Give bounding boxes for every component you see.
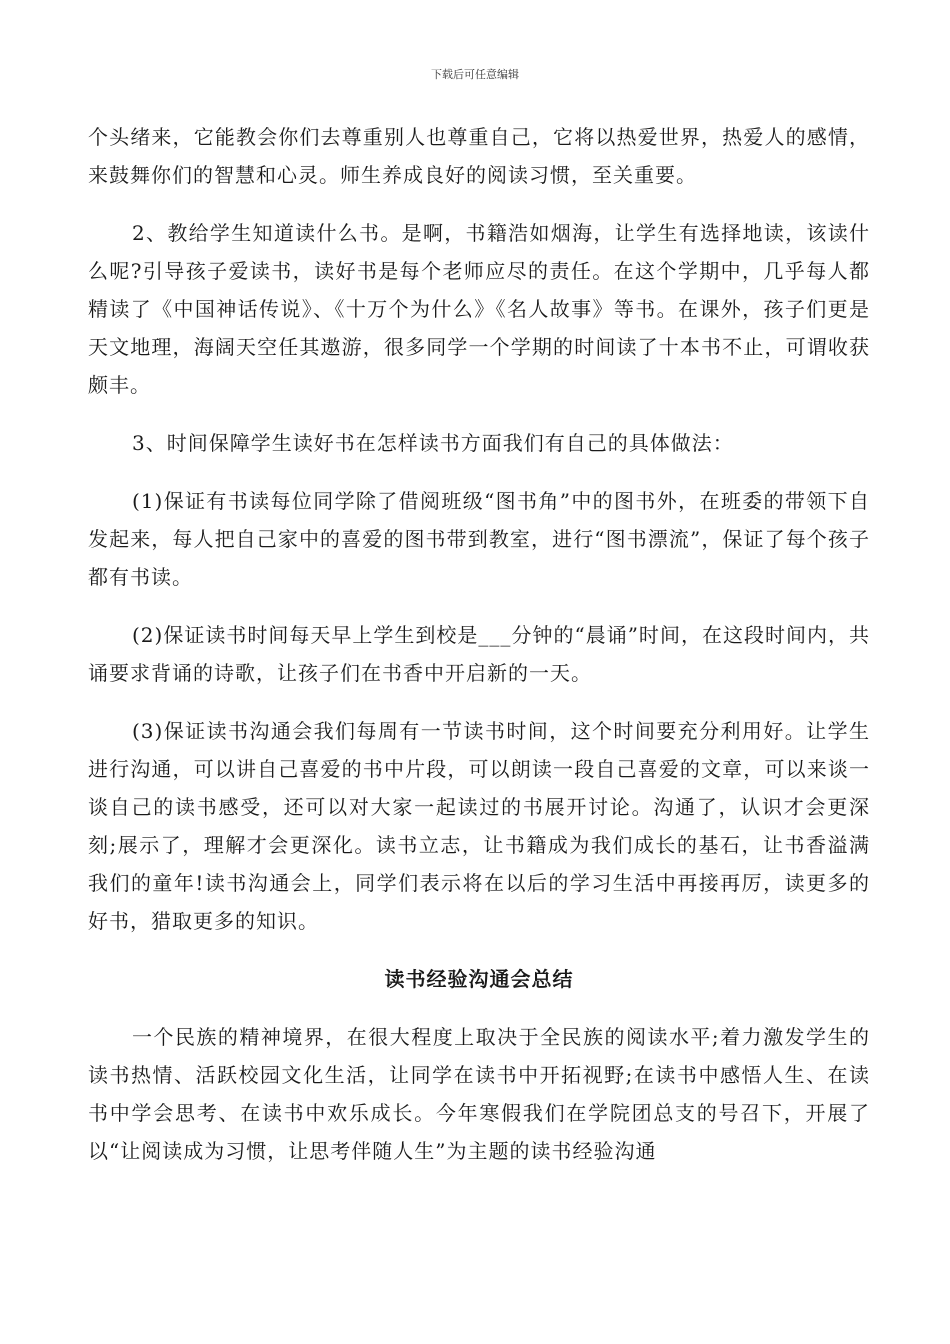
- paragraph-subitem-1: (1)保证有书读每位同学除了借阅班级“图书角”中的图书外，在班委的带领下自发起来，每人把自己家中的喜爱的图书带到教室，进行“图书漂流”，保证了每个孩子都有书读。: [88, 489, 870, 589]
- page-header: 下载后可任意编辑: [431, 68, 519, 81]
- document-body: [88, 118, 870, 1170]
- paragraph-subitem-2: (2)保证读书时间每天早上学生到校是___分钟的“晨诵”时间，在这段时间内，共诵要求背诵的诗歌，让孩子们在书香中开启新的一天。: [88, 623, 870, 685]
- paragraph-continuation: 个头绪来，它能教会你们去尊重别人也尊重自己，它将以热爱世界，热爱人的感情，来鼓舞你们的智慧和心灵。师生养成良好的阅读习惯，至关重要。: [88, 125, 870, 187]
- section-title: 读书经验沟通会总结: [384, 967, 574, 991]
- paragraph-item-2: 2、教给学生知道读什么书。是啊，书籍浩如烟海，让学生有选择地读，该读什么呢?引导孩子爱读书，读好书是每个老师应尽的责任。在这个学期中，几乎每人都精读了《中国神话传说》、《十万个为什么》《名人故事》等书。在课外，孩子们更是天文地理，海阔天空任其遨游，很多同学一个学期的时间读了十本书不止，可谓收获颇丰。: [88, 221, 870, 397]
- paragraph-item-3: 3、时间保障学生读好书在怎样读书方面我们有自己的具体做法：: [132, 431, 734, 455]
- paragraph-subitem-3: (3)保证读书沟通会我们每周有一节读书时间，这个时间要充分利用好。让学生进行沟通，可以讲自己喜爱的书中片段，可以朗读一段自己喜爱的文章，可以来谈一谈自己的读书感受，还可以对大家一起读过的书展开讨论。沟通了，认识才会更深刻;展示了，理解才会更深化。读书立志，让书籍成为我们成长的基石，让书香溢满我们的童年!读书沟通会上，同学们表示将在以后的学习生活中再接再厉，读更多的好书，猎取更多的知识。: [88, 719, 870, 933]
- intro-paragraph: 一个民族的精神境界，在很大程度上取决于全民族的阅读水平;着力激发学生的读书热情、活跃校园文化生活，让同学在读书中开拓视野;在读书中感悟人生、在读书中学会思考、在读书中欢乐成长。今年寒假我们在学院团总支的号召下，开展了以“让阅读成为习惯，让思考伴随人生”为主题的读书经验沟通: [88, 1025, 870, 1163]
